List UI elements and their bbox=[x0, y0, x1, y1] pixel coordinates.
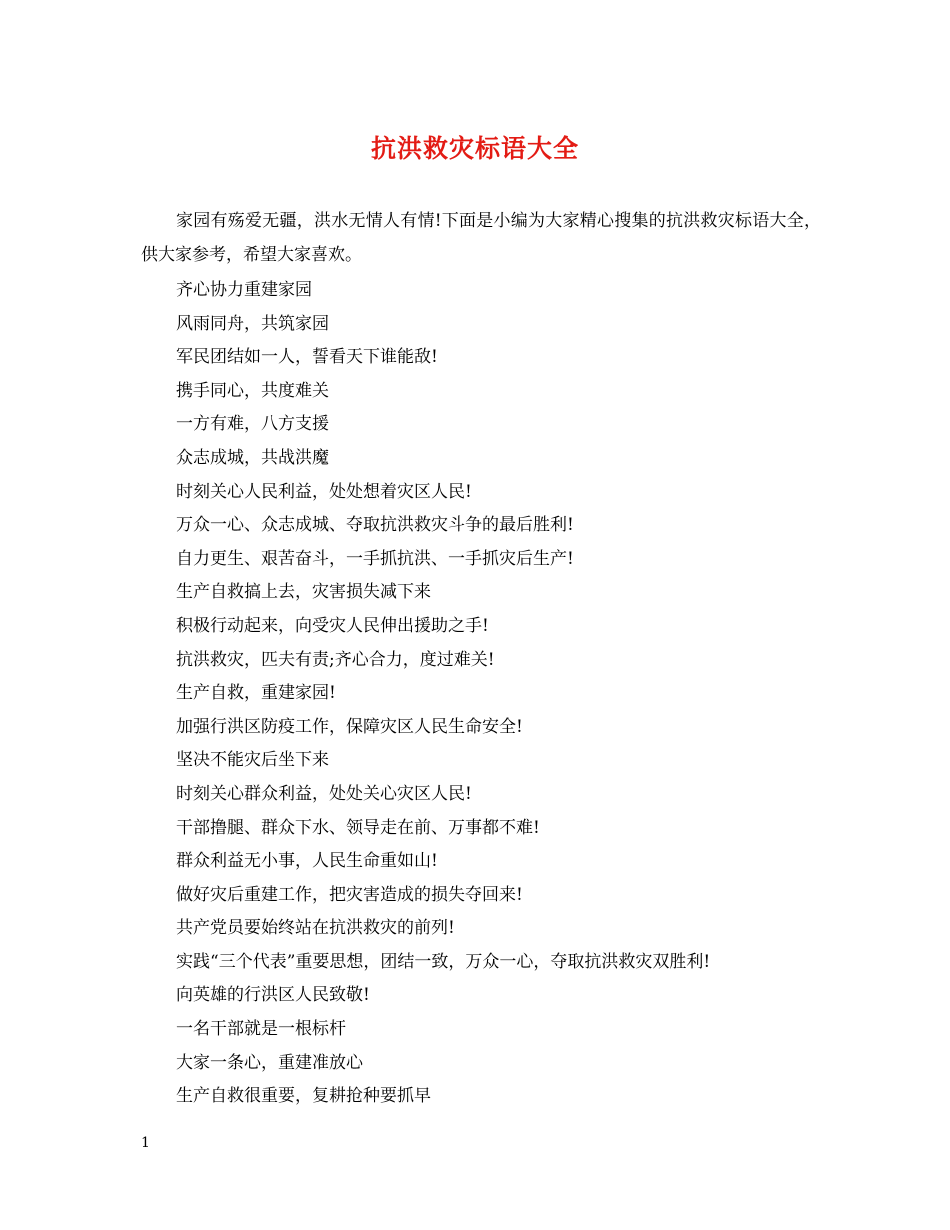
slogan-line: 万众一心、众志成城、夺取抗洪救灾斗争的最后胜利! bbox=[176, 515, 574, 536]
slogan-line: 共产党员要始终站在抗洪救灾的前列! bbox=[176, 918, 455, 939]
slogan-line: 军民团结如一人，誓看天下谁能敌! bbox=[176, 347, 438, 368]
slogan-line: 做好灾后重建工作，把灾害造成的损失夺回来! bbox=[176, 884, 523, 905]
slogan-line: 抗洪救灾，匹夫有责;齐心合力，度过难关! bbox=[176, 649, 495, 670]
slogan-line: 干部撸腿、群众下水、领导走在前、万事都不难! bbox=[176, 817, 540, 838]
slogan-line: 一名干部就是一根标杆 bbox=[176, 1019, 346, 1040]
slogan-line: 携手同心，共度难关 bbox=[176, 380, 329, 401]
slogan-line: 生产自救搞上去，灾害损失减下来 bbox=[176, 582, 431, 603]
slogan-line: 向英雄的行洪区人民致敬! bbox=[176, 985, 370, 1006]
slogan-line: 生产自救，重建家园! bbox=[176, 683, 336, 704]
document-title: 抗洪救灾标语大全 bbox=[370, 134, 579, 163]
slogan-line: 加强行洪区防疫工作，保障灾区人民生命安全! bbox=[176, 716, 523, 737]
slogan-line: 实践“三个代表”重要思想，团结一致，万众一心，夺取抗洪救灾双胜利! bbox=[176, 951, 711, 972]
slogan-line: 积极行动起来，向受灾人民伸出援助之手! bbox=[176, 615, 489, 636]
slogan-line: 时刻关心人民利益，处处想着灾区人民! bbox=[176, 481, 472, 502]
slogan-line: 群众利益无小事，人民生命重如山! bbox=[176, 851, 438, 872]
slogan-line: 自力更生、艰苦奋斗，一手抓抗洪、一手抓灾后生产! bbox=[176, 548, 574, 569]
slogan-line: 坚决不能灾后坐下来 bbox=[176, 750, 329, 771]
slogan-line: 时刻关心群众利益，处处关心灾区人民! bbox=[176, 783, 472, 804]
slogan-line: 大家一条心，重建准放心 bbox=[176, 1052, 363, 1073]
slogan-line: 生产自救很重要，复耕抢种要抓早 bbox=[176, 1086, 431, 1107]
slogan-line: 众志成城，共战洪魔 bbox=[176, 447, 329, 468]
slogan-line: 一方有难，八方支援 bbox=[176, 414, 329, 435]
slogan-list bbox=[176, 274, 710, 1114]
slogan-line: 风雨同舟，共筑家园 bbox=[176, 313, 329, 334]
intro-paragraph: 家园有殇爱无疆，洪水无情人有情!下面是小编为大家精心搜集的抗洪救灾标语大全，供大家参考，希望大家喜欢。 bbox=[141, 211, 821, 265]
slogan-line: 齐心协力重建家园 bbox=[176, 280, 312, 300]
page-number: 1 bbox=[141, 1135, 150, 1151]
